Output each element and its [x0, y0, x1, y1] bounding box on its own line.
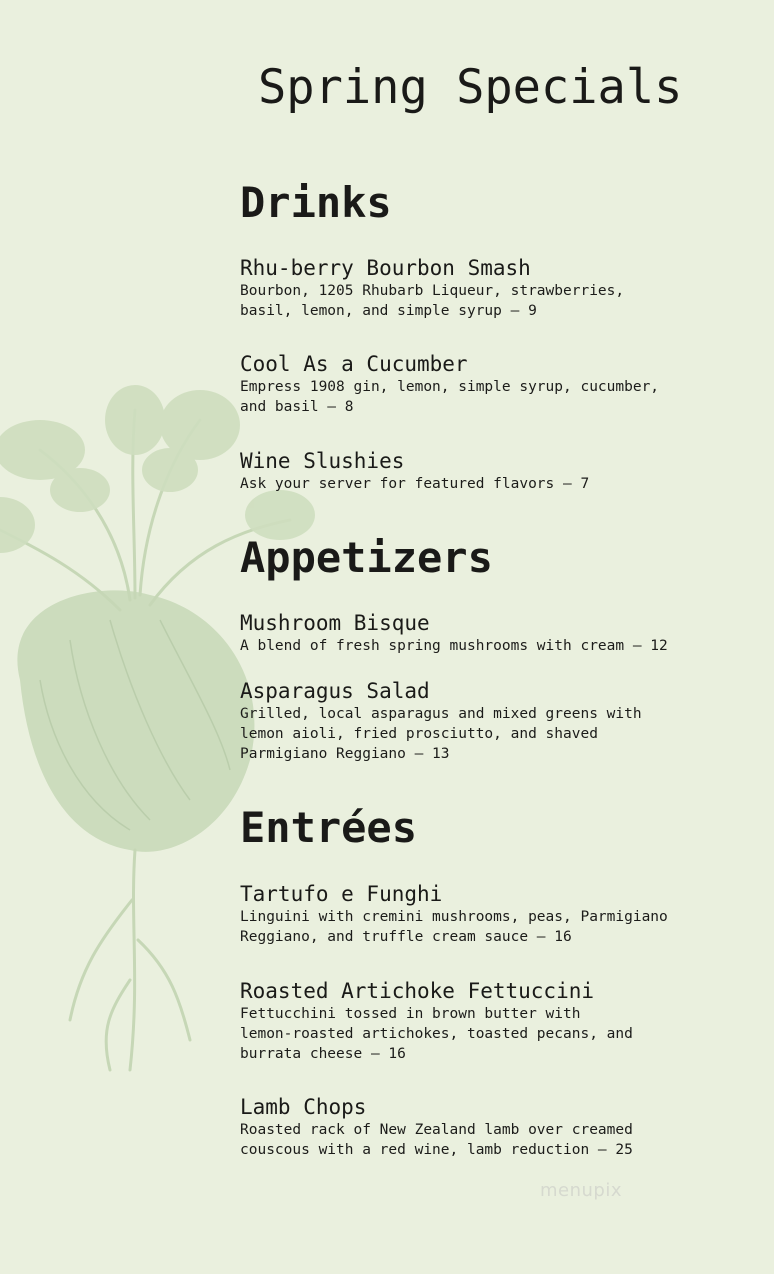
menu-item-name: Asparagus Salad [240, 679, 430, 703]
page-title: Spring Specials [258, 60, 683, 115]
menu-item-description [240, 907, 740, 947]
menu-item [240, 881, 740, 947]
section-heading-entrees: Entrées [240, 803, 418, 852]
menu-item-name: Wine Slushies [240, 449, 405, 473]
description-line: and basil — 8 [240, 399, 354, 415]
menu-item [240, 978, 740, 1064]
description-line: Empress 1908 gin, lemon, simple syrup, cucumber, [240, 379, 660, 395]
description-line: burrata cheese — 16 [240, 1046, 406, 1062]
menu-item-description [240, 377, 740, 417]
section-heading-drinks: Drinks [240, 178, 392, 227]
menu-item-description [240, 1004, 740, 1064]
menu-item-description [240, 281, 740, 321]
description-line: Reggiano, and truffle cream sauce — 16 [240, 929, 572, 945]
description-line: Parmigiano Reggiano — 13 [240, 746, 450, 762]
menu-item-name: Lamb Chops [240, 1095, 367, 1119]
menu-item-description [240, 704, 740, 764]
menu-item-description [240, 636, 740, 656]
menu-item-name: Tartufo e Funghi [240, 882, 443, 906]
description-line: Fettucchini tossed in brown butter with [240, 1006, 581, 1022]
menu-item-name: Rhu-berry Bourbon Smash [240, 256, 531, 280]
menu-item [240, 351, 740, 417]
description-line: Ask your server for featured flavors — 7 [240, 476, 590, 492]
section-heading-appetizers: Appetizers [240, 533, 493, 582]
menu-item [240, 255, 740, 321]
menu-item-description [240, 1120, 740, 1160]
menu-item [240, 610, 740, 656]
watermark: menupix [540, 1180, 623, 1201]
description-line: Linguini with cremini mushrooms, peas, Parmigiano [240, 909, 668, 925]
description-line: Roasted rack of New Zealand lamb over creamed [240, 1122, 633, 1138]
menu-item [240, 1094, 740, 1160]
description-line: basil, lemon, and simple syrup — 9 [240, 303, 537, 319]
description-line: lemon-roasted artichokes, toasted pecans, and [240, 1026, 633, 1042]
description-line: lemon aioli, fried prosciutto, and shaved [240, 726, 598, 742]
description-line: Bourbon, 1205 Rhubarb Liqueur, strawberries, [240, 283, 625, 299]
menu-item-name: Cool As a Cucumber [240, 352, 468, 376]
menu-item [240, 448, 740, 494]
menu-item-description [240, 474, 740, 494]
description-line: Grilled, local asparagus and mixed greens with [240, 706, 642, 722]
menu-item-name: Roasted Artichoke Fettuccini [240, 979, 595, 1003]
description-line: couscous with a red wine, lamb reduction — 25 [240, 1142, 633, 1158]
menu-item [240, 678, 740, 764]
description-line: A blend of fresh spring mushrooms with cream — 12 [240, 638, 668, 654]
menu-item-name: Mushroom Bisque [240, 611, 430, 635]
